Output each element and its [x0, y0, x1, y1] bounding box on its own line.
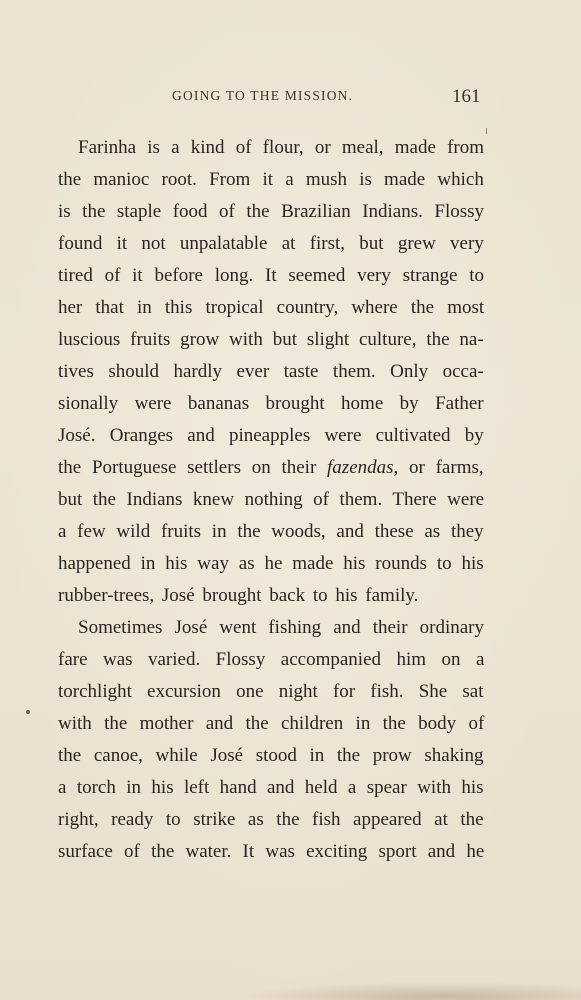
text-segment: , or farms, [393, 457, 484, 478]
edge-mark [486, 128, 487, 134]
text-line [58, 324, 484, 356]
body-text [58, 132, 484, 868]
text-line [58, 836, 484, 868]
text-line-content: a few wild fruits in the woods, and these as they [58, 521, 484, 542]
page-number: 161 [452, 86, 481, 107]
text-line-content [58, 452, 484, 484]
text-line [58, 804, 484, 836]
ink-speck [26, 710, 30, 714]
text-line [58, 740, 484, 772]
running-head: GOING TO THE MISSION. [172, 88, 354, 103]
text-line [58, 132, 484, 164]
text-line [58, 484, 484, 516]
text-line-content: torchlight excursion one night for fish. She sat [58, 681, 484, 702]
text-line-content: right, ready to strike as the fish appeared at the [58, 809, 484, 830]
text-line-content: but the Indians knew nothing of them. There were [58, 489, 485, 510]
text-line [58, 388, 484, 420]
text-line-content: found it not unpalatable at first, but grew very [58, 233, 484, 254]
text-line-content: happened in his way as he made his rounds to his [58, 553, 484, 574]
italic-word-fazendas: fazendas [327, 457, 394, 478]
text-line [58, 196, 484, 228]
text-line [58, 644, 484, 676]
text-line-content: Sometimes José went fishing and their ordinary [78, 617, 484, 638]
text-line [58, 260, 484, 292]
text-line-content: José. Oranges and pineapples were cultivated by [58, 425, 484, 446]
text-line-content: tives should hardly ever taste them. Only occa- [58, 361, 484, 382]
text-line-content: the canoe, while José stood in the prow shaking [58, 745, 484, 766]
text-line-content: luscious fruits grow with but slight culture, the na- [58, 329, 484, 350]
text-line-content: rubber-trees, José brought back to his family. [58, 585, 419, 606]
text-line-content: Farinha is a kind of flour, or meal, made from [78, 137, 485, 158]
text-line-content: surface of the water. It was exciting sport and he [58, 841, 485, 862]
page-stain [240, 982, 581, 1000]
text-line [58, 452, 484, 484]
text-line [58, 292, 484, 324]
text-line-content: sionally were bananas brought home by Father [58, 393, 484, 414]
text-line [58, 164, 484, 196]
text-line [58, 676, 484, 708]
text-line-content: her that in this tropical country, where the most [58, 297, 485, 318]
text-segment: the Portuguese settlers on their [58, 457, 317, 478]
text-line [58, 580, 484, 612]
text-line [58, 772, 484, 804]
text-line-content: the manioc root. From it a mush is made which [58, 169, 484, 190]
text-line-content: is the staple food of the Brazilian Indians. Flossy [58, 201, 485, 222]
text-line-content: a torch in his left hand and held a spear with his [58, 777, 484, 798]
text-line [58, 228, 484, 260]
text-line [58, 356, 484, 388]
text-line [58, 548, 484, 580]
text-line [58, 708, 484, 740]
text-line-content: fare was varied. Flossy accompanied him on a [58, 649, 485, 670]
text-line-content: with the mother and the children in the body of [58, 713, 485, 734]
text-line [58, 516, 484, 548]
text-line [58, 420, 484, 452]
text-line [58, 612, 484, 644]
text-line-content: tired of it before long. It seemed very strange to [58, 265, 484, 286]
